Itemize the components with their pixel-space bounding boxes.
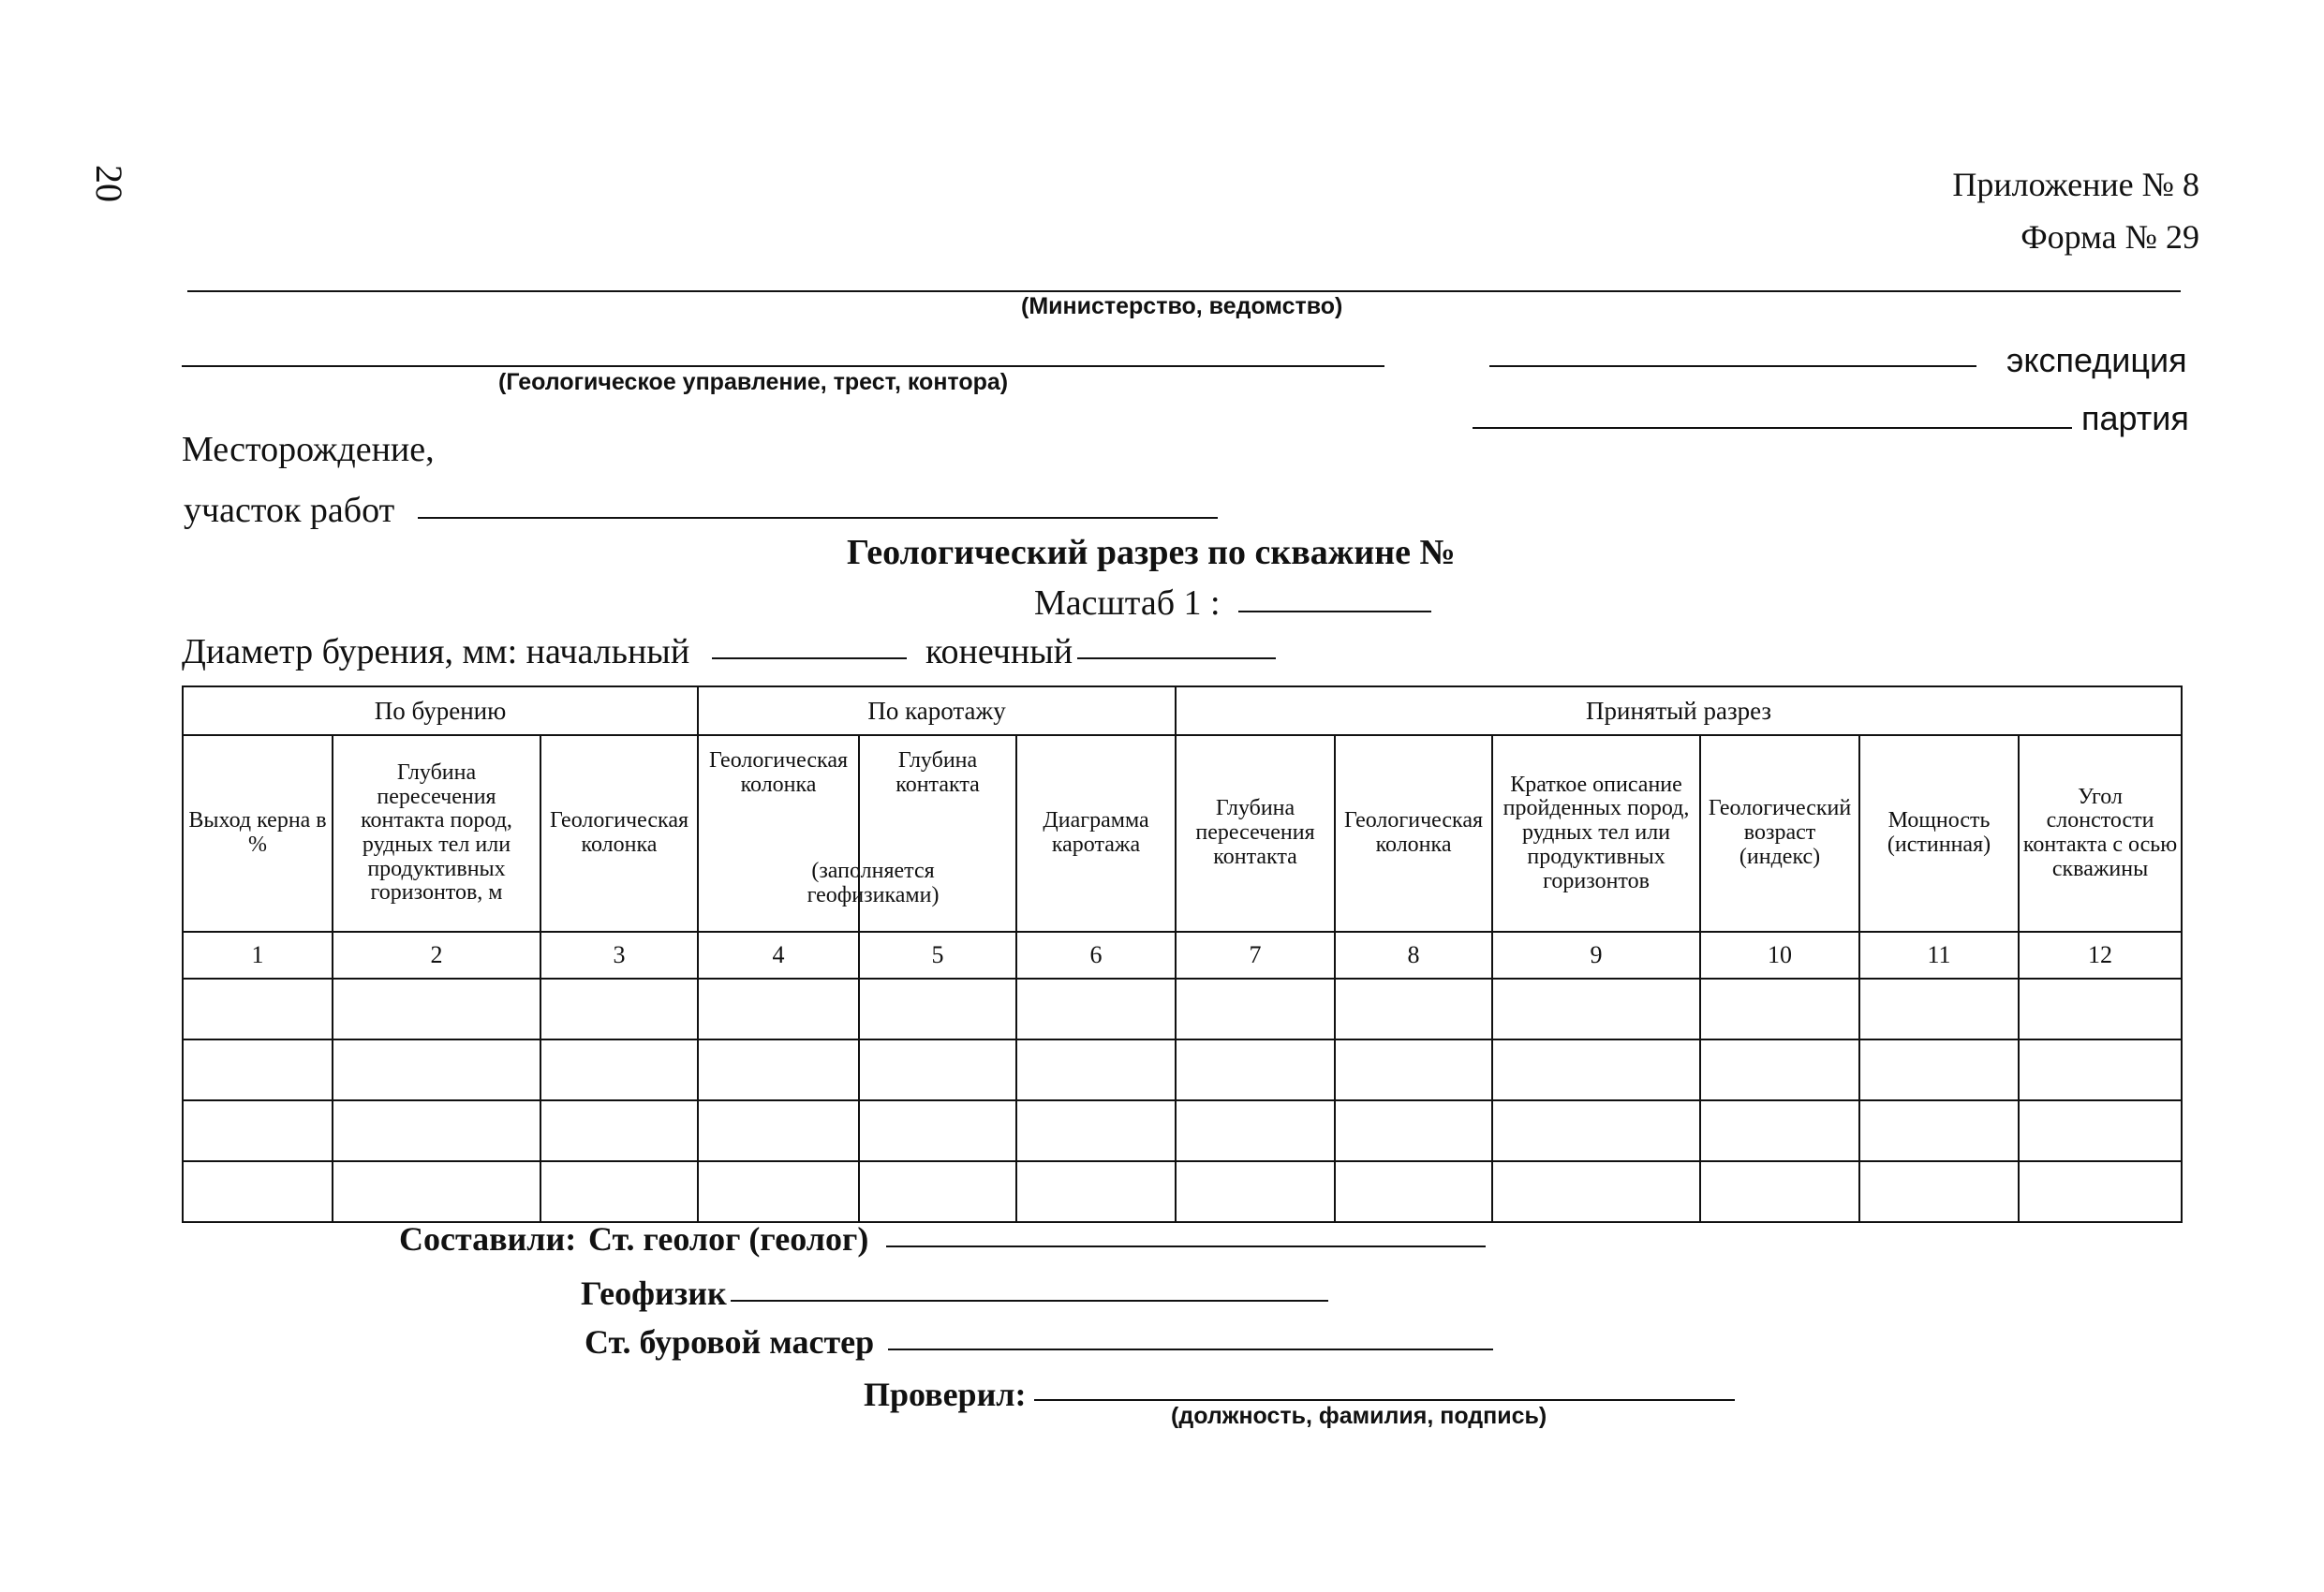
- column-number: 12: [2019, 932, 2182, 979]
- diameter-start-line[interactable]: [712, 657, 907, 659]
- table-row: [183, 1161, 2182, 1222]
- table-cell[interactable]: [1700, 1161, 1859, 1222]
- senior-geologist-line[interactable]: [886, 1246, 1486, 1247]
- table-cell[interactable]: [333, 1039, 540, 1100]
- table-cell[interactable]: [859, 1039, 1016, 1100]
- table-cell[interactable]: [2019, 1161, 2182, 1222]
- document-title: Геологический разрез по скважине №: [847, 533, 1456, 572]
- table-cell[interactable]: [1176, 1039, 1335, 1100]
- page-number: 20: [88, 165, 130, 202]
- table-cell[interactable]: [2019, 1039, 2182, 1100]
- table-cell[interactable]: [1335, 1100, 1492, 1161]
- table-cell[interactable]: [540, 1161, 698, 1222]
- party-line[interactable]: [1473, 427, 2072, 429]
- group-logging: По каротажу: [698, 686, 1176, 735]
- table-cell[interactable]: [698, 1039, 859, 1100]
- column-number: 5: [859, 932, 1016, 979]
- table-cell[interactable]: [183, 1161, 333, 1222]
- appendix-label: Приложение № 8: [1952, 166, 2199, 203]
- column-number: 2: [333, 932, 540, 979]
- table-cell[interactable]: [183, 1100, 333, 1161]
- column-number: 1: [183, 932, 333, 979]
- table-cell[interactable]: [1859, 1039, 2019, 1100]
- site-label: участок работ: [184, 491, 395, 530]
- table-cell[interactable]: [1335, 979, 1492, 1039]
- column-number: 4: [698, 932, 859, 979]
- table-cell[interactable]: [2019, 1100, 2182, 1161]
- scale-line[interactable]: [1238, 611, 1431, 612]
- col-contact-depth: Глубина пересечения контакта пород, рудных тел или продуктивных горизонтов, м: [333, 735, 540, 932]
- col-logging-contact-depth-label: Глубина контакта: [896, 748, 980, 797]
- drilling-master-label: Ст. буровой мастер: [585, 1323, 875, 1361]
- table-cell[interactable]: [698, 979, 859, 1039]
- diameter-label: Диаметр бурения, мм: начальный: [182, 632, 690, 671]
- expedition-line[interactable]: [1489, 365, 1976, 367]
- table-cell[interactable]: [1016, 1161, 1176, 1222]
- checked-label: Проверил:: [864, 1376, 1027, 1413]
- col-bedding-angle: Угол слонстости контакта с осью скважины: [2019, 735, 2182, 932]
- compiled-label: Составили:: [399, 1220, 577, 1258]
- table-cell[interactable]: [333, 1100, 540, 1161]
- table-cell[interactable]: [1016, 1039, 1176, 1100]
- table-cell[interactable]: [1492, 1039, 1700, 1100]
- table-cell[interactable]: [859, 1161, 1016, 1222]
- table-cell[interactable]: [2019, 979, 2182, 1039]
- form-number: Форма № 29: [2021, 218, 2199, 256]
- col-logging-diagram: Диаграмма каротажа: [1016, 735, 1176, 932]
- table-cell[interactable]: [1859, 1100, 2019, 1161]
- table-cell[interactable]: [333, 979, 540, 1039]
- table-cell[interactable]: [540, 1100, 698, 1161]
- col-core-yield: Выход керна в %: [183, 735, 333, 932]
- logging-note: (заполняется геофизиками): [807, 859, 940, 907]
- table-cell[interactable]: [1859, 979, 2019, 1039]
- column-number: 6: [1016, 932, 1176, 979]
- col-logging-geologic-column-label: Геологическая колонка: [709, 748, 849, 797]
- table-cell[interactable]: [698, 1100, 859, 1161]
- table-cell[interactable]: [1700, 979, 1859, 1039]
- col-rock-description: Краткое описание пройденных пород, рудных тел или продуктивных горизонтов: [1492, 735, 1700, 932]
- table-cell[interactable]: [698, 1161, 859, 1222]
- ministry-line[interactable]: [187, 290, 2181, 292]
- deposit-label: Месторождение,: [182, 430, 435, 469]
- table-cell[interactable]: [1859, 1161, 2019, 1222]
- table-cell[interactable]: [1700, 1039, 1859, 1100]
- group-accepted-section: Принятый разрез: [1176, 686, 2182, 735]
- table-cell[interactable]: [1176, 979, 1335, 1039]
- site-line[interactable]: [418, 517, 1218, 519]
- col-accepted-geologic-column: Геологическая колонка: [1335, 735, 1492, 932]
- expedition-label: экспедиция: [2006, 341, 2187, 379]
- column-number: 11: [1859, 932, 2019, 979]
- table-cell[interactable]: [183, 979, 333, 1039]
- col-accepted-contact-depth: Глубина пересечения контакта: [1176, 735, 1335, 932]
- table-row: [183, 1039, 2182, 1100]
- geophysicist-line[interactable]: [731, 1300, 1328, 1302]
- column-number: 7: [1176, 932, 1335, 979]
- geophysicist-label: Геофизик: [581, 1275, 727, 1312]
- checked-line[interactable]: [1034, 1399, 1735, 1401]
- table-cell[interactable]: [1700, 1100, 1859, 1161]
- department-caption: (Геологическое управление, трест, контора): [498, 369, 1009, 395]
- table-cell[interactable]: [1016, 1100, 1176, 1161]
- senior-geologist-label: Ст. геолог (геолог): [588, 1220, 869, 1258]
- table-cell[interactable]: [540, 1039, 698, 1100]
- table-cell[interactable]: [1492, 1161, 1700, 1222]
- column-number: 3: [540, 932, 698, 979]
- table-cell[interactable]: [1335, 1039, 1492, 1100]
- table-cell[interactable]: [859, 1100, 1016, 1161]
- column-number: 8: [1335, 932, 1492, 979]
- col-geologic-column: Геологическая колонка: [540, 735, 698, 932]
- column-number: 9: [1492, 932, 1700, 979]
- table-cell[interactable]: [1335, 1161, 1492, 1222]
- table-row: [183, 979, 2182, 1039]
- table-cell[interactable]: [183, 1039, 333, 1100]
- table-cell[interactable]: [1176, 1100, 1335, 1161]
- signature-caption: (должность, фамилия, подпись): [1171, 1403, 1547, 1429]
- col-geologic-age: Геологический возраст (индекс): [1700, 735, 1859, 932]
- table-cell[interactable]: [1492, 1100, 1700, 1161]
- table-cell[interactable]: [333, 1161, 540, 1222]
- table-cell[interactable]: [1176, 1161, 1335, 1222]
- table-cell[interactable]: [1492, 979, 1700, 1039]
- table-row: [183, 1100, 2182, 1161]
- drilling-master-line[interactable]: [888, 1349, 1493, 1350]
- scale-label: Масштаб 1 :: [1034, 583, 1221, 623]
- diameter-final-label: конечный: [925, 632, 1073, 671]
- col-thickness: Мощность (истинная): [1859, 735, 2019, 932]
- group-drilling: По бурению: [183, 686, 698, 735]
- ministry-caption: (Министерство, ведомство): [1021, 293, 1343, 319]
- party-label: партия: [2081, 399, 2189, 437]
- diameter-final-line[interactable]: [1077, 657, 1276, 659]
- table-cell[interactable]: [540, 979, 698, 1039]
- table-cell[interactable]: [1016, 979, 1176, 1039]
- table-cell[interactable]: [859, 979, 1016, 1039]
- department-line[interactable]: [182, 365, 1384, 367]
- section-table: [182, 685, 2183, 1223]
- column-number: 10: [1700, 932, 1859, 979]
